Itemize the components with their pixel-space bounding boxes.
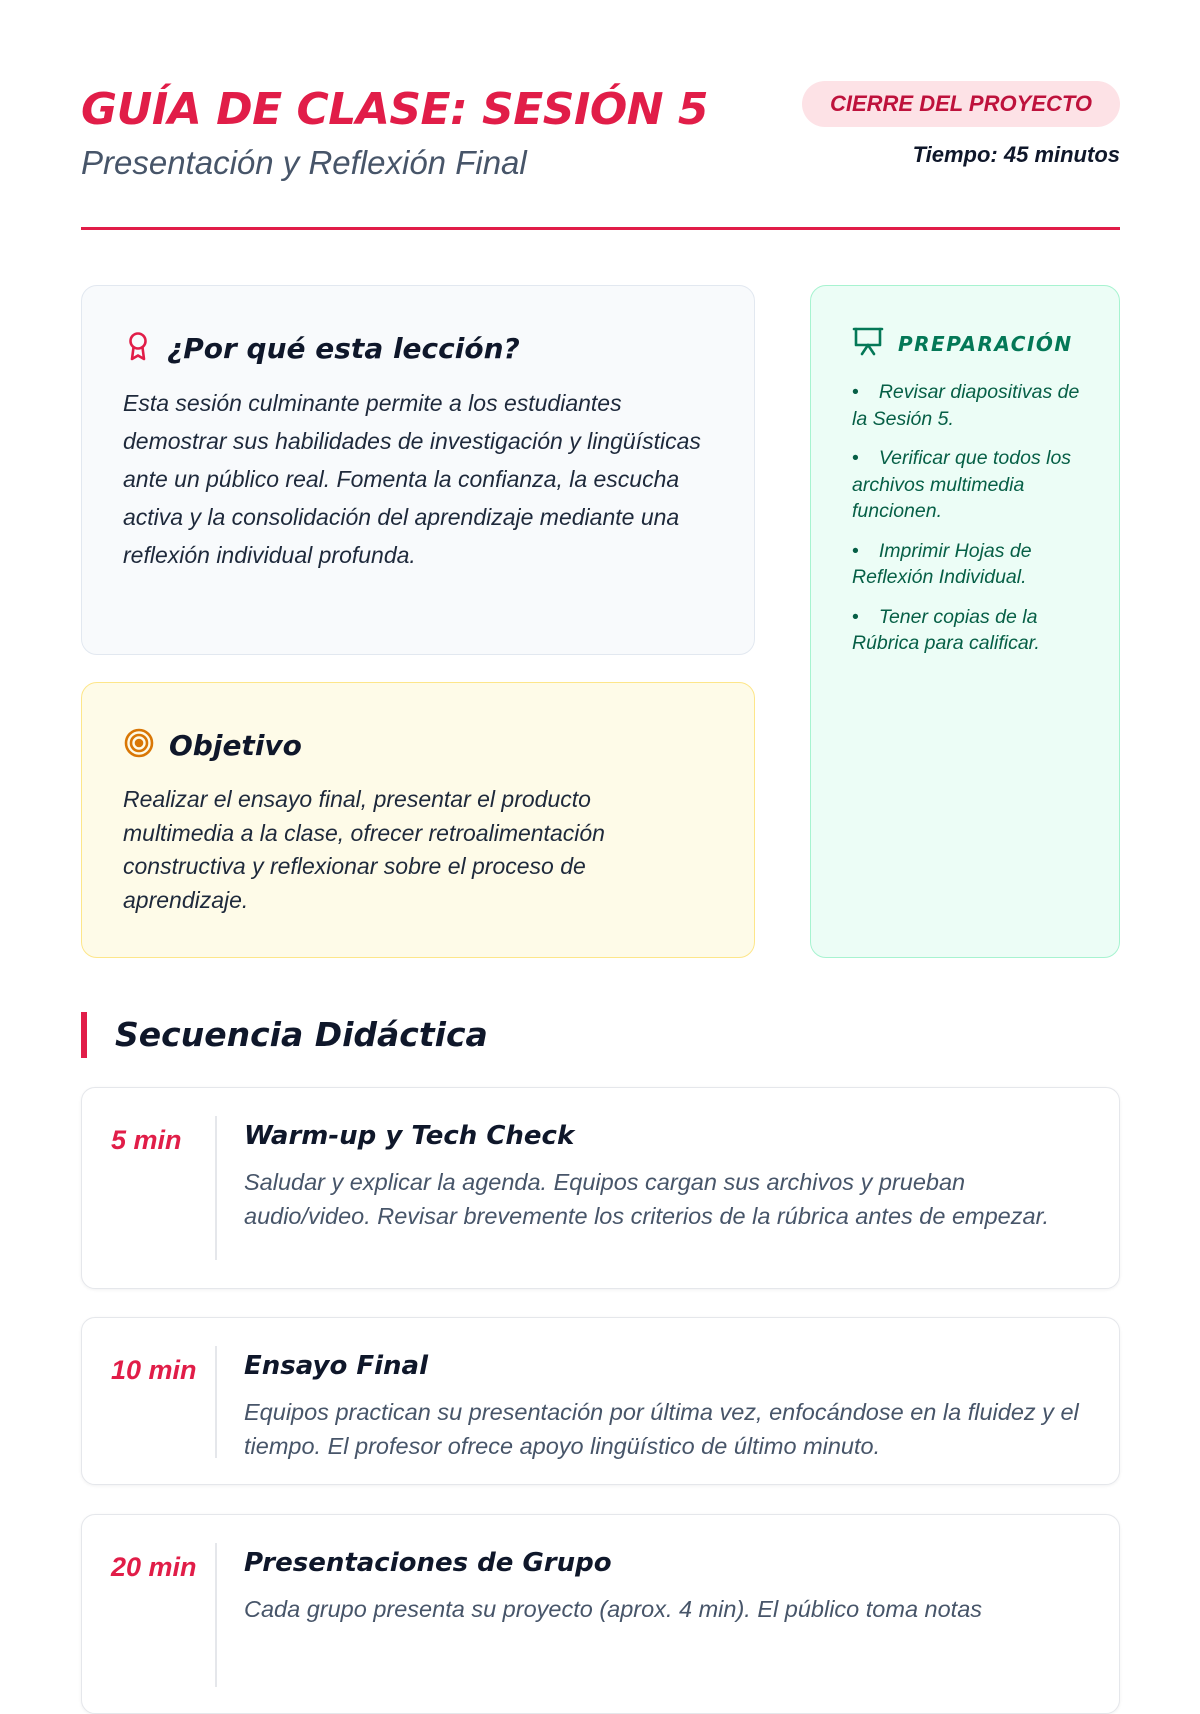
step-title: Ensayo Final	[244, 1351, 428, 1381]
objective-header	[123, 727, 302, 764]
sequence-step	[81, 1317, 1120, 1485]
preparation-item: • Imprimir Hojas de Reflexión Individual.	[852, 538, 1092, 591]
page-subtitle: Presentación y Reflexión Final	[81, 144, 527, 181]
why-lesson-card	[81, 285, 755, 655]
sequence-step	[81, 1514, 1120, 1714]
presentation-board-icon	[852, 326, 884, 361]
award-ribbon-icon	[123, 330, 153, 367]
step-divider	[215, 1346, 217, 1458]
objective-title: Objetivo	[169, 729, 302, 762]
preparation-title: PREPARACIÓN	[898, 331, 1073, 356]
project-closure-badge: CIERRE DEL PROYECTO	[802, 81, 1120, 127]
page-title: GUÍA DE CLASE: SESIÓN 5	[81, 84, 708, 135]
preparation-item: • Verificar que todos los archivos multimedia funcionen.	[852, 445, 1092, 525]
step-description: Saludar y explicar la agenda. Equipos cargan sus archivos y prueban audio/video. Revisar brevemente los criterios de la rúbrica antes de empezar.	[244, 1169, 1050, 1229]
step-divider	[215, 1116, 217, 1260]
step-description: Equipos practican su presentación por última vez, enfocándose en la fluidez y el tiempo. El profesor ofrece apoyo lingüístico de último minuto.	[244, 1399, 1079, 1459]
preparation-item: • Revisar diapositivas de la Sesión 5.	[852, 379, 1092, 432]
step-duration: 20 min	[111, 1552, 197, 1582]
preparation-card	[810, 285, 1120, 958]
preparation-list	[852, 379, 1092, 670]
step-description: Cada grupo presenta su proyecto (aprox. 4 min). El público toma notas	[244, 1596, 983, 1622]
step-duration: 10 min	[111, 1355, 197, 1385]
target-icon	[123, 727, 155, 764]
step-title: Presentaciones de Grupo	[244, 1548, 612, 1578]
why-lesson-text: Esta sesión culminante permite a los estudiantes demostrar sus habilidades de investigación y lingüísticas ante un público real. Fomenta la confianza, la escucha activa y la consolidación del aprendizaje mediante una reflexión individual profunda.	[123, 390, 701, 568]
preparation-header	[852, 326, 1073, 361]
sequence-step	[81, 1087, 1120, 1289]
preparation-item: • Tener copias de la Rúbrica para calificar.	[852, 604, 1092, 657]
session-duration: Tiempo: 45 minutos	[912, 142, 1120, 167]
step-divider	[215, 1543, 217, 1687]
objective-card	[81, 682, 755, 958]
step-duration: 5 min	[111, 1125, 182, 1155]
why-lesson-title: ¿Por qué esta lección?	[167, 332, 520, 365]
why-lesson-header	[123, 330, 520, 367]
sequence-title: Secuencia Didáctica	[115, 1015, 488, 1054]
header-divider	[81, 227, 1120, 230]
page-header	[81, 78, 1120, 228]
sequence-section-header	[81, 1012, 681, 1058]
objective-text: Realizar el ensayo final, presentar el producto multimedia a la clase, ofrecer retroalimentación constructiva y reflexionar sobre el proceso de aprendizaje.	[123, 786, 605, 913]
section-accent-bar	[81, 1012, 87, 1058]
step-title: Warm-up y Tech Check	[244, 1121, 575, 1151]
